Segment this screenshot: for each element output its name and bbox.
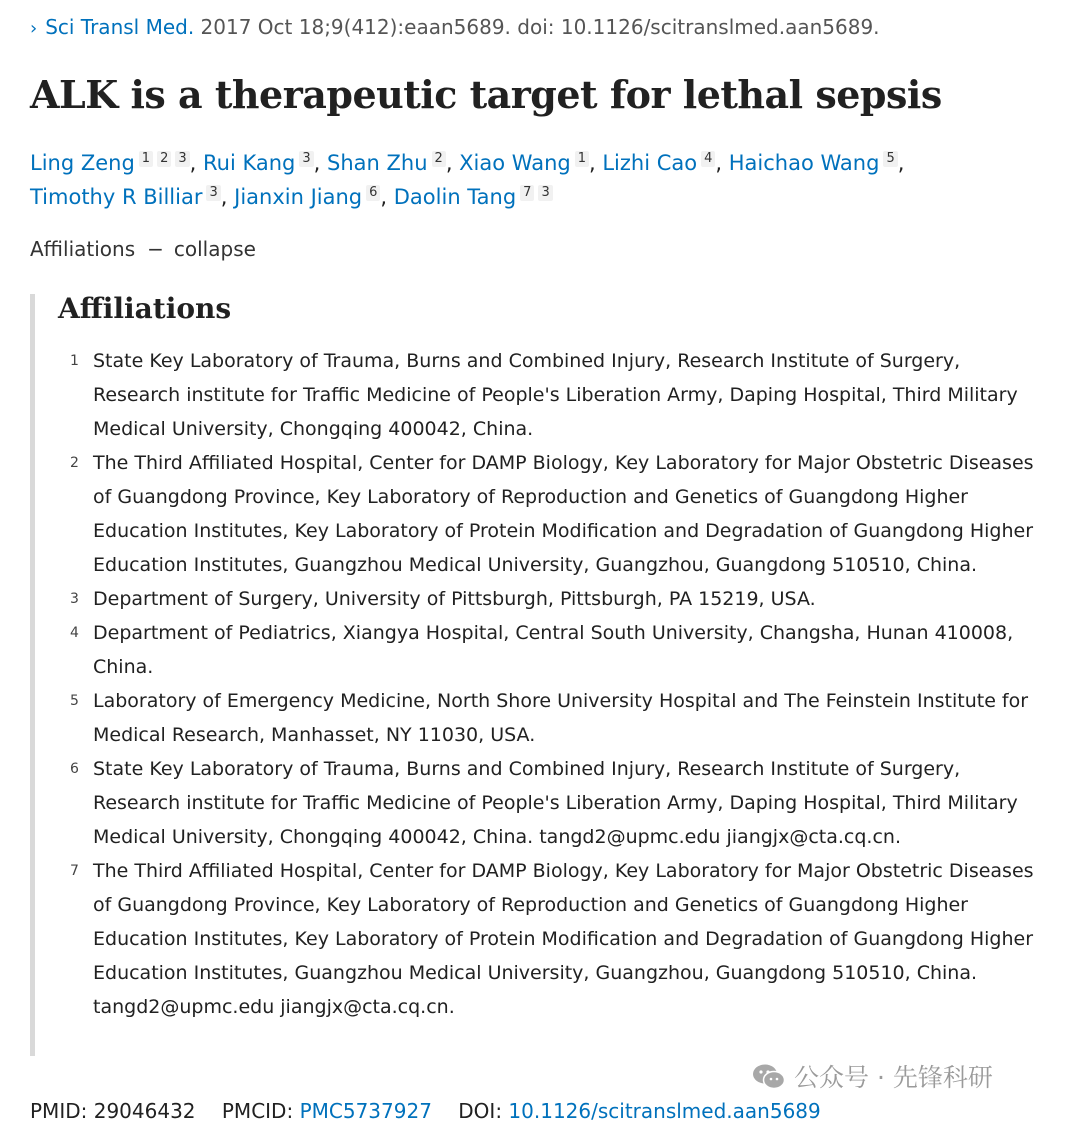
author-link[interactable]: Haichao Wang <box>728 151 880 175</box>
pmcid-label: PMCID: <box>221 1099 294 1123</box>
author-link[interactable]: Rui Kang <box>203 151 296 175</box>
affiliations-panel <box>30 294 1065 1056</box>
affiliations-list <box>65 344 1050 1024</box>
author-list: Ling Zeng 1 2 3 , Rui Kang 3 , Shan Zhu 2 , Xiao Wang 1 , Lizhi Cao 4 , Haichao Wang 5 , Timothy R Billiar 3 , Jianxin Jiang 6 , Daolin Tang 7 3 <box>30 151 905 209</box>
author-link[interactable]: Timothy R Billiar <box>30 185 203 209</box>
affiliation-ref-badge[interactable]: 2 <box>432 151 446 167</box>
affiliation-item <box>65 616 1050 684</box>
affiliation-item <box>65 582 1050 616</box>
affiliation-item <box>65 344 1050 446</box>
affiliation-ref-badge[interactable]: 3 <box>175 151 189 167</box>
affiliations-toggle-action: collapse <box>173 237 256 261</box>
affiliation-number: 4 <box>70 625 79 641</box>
affiliation-number: 7 <box>70 863 79 879</box>
chevron-right-icon[interactable]: › <box>30 18 38 39</box>
author-link[interactable]: Daolin Tang <box>393 185 517 209</box>
affiliation-item <box>65 446 1050 582</box>
affiliation-ref-badge[interactable]: 2 <box>157 151 171 167</box>
affiliation-ref-badge[interactable]: 7 <box>520 185 534 201</box>
affiliation-ref-badge[interactable]: 1 <box>575 151 589 167</box>
affiliation-text: The Third Affiliated Hospital, Center for DAMP Biology, Key Laboratory for Major Obstetric Diseases of Guangdong Province, Key Laboratory of Reproduction and Genetics of Guangdong Higher Education Institutes, Key Laboratory of Protein Modification and Degradation of Guangdong Higher Education Institutes, Guangzhou Medical University, Guangzhou, Guangdong 510510, China. <box>93 452 1034 576</box>
affiliations-toggle[interactable] <box>30 234 256 264</box>
affiliation-number: 6 <box>70 761 79 777</box>
pmcid-link[interactable]: PMC5737927 <box>299 1099 432 1123</box>
watermark <box>752 1060 993 1101</box>
doi-label: DOI: <box>458 1099 503 1123</box>
citation-line <box>30 12 880 44</box>
affiliation-item <box>65 752 1050 854</box>
affiliation-ref-badge[interactable]: 3 <box>206 185 220 201</box>
pmid-value: 29046432 <box>93 1099 196 1123</box>
doi-link[interactable]: 10.1126/scitranslmed.aan5689 <box>508 1099 821 1123</box>
affiliation-item <box>65 854 1050 1024</box>
affiliation-number: 1 <box>70 353 79 369</box>
affiliations-heading: Affiliations <box>58 292 232 325</box>
affiliations-toggle-label: Affiliations <box>30 237 136 261</box>
affiliation-ref-badge[interactable]: 5 <box>883 151 897 167</box>
affiliation-text: State Key Laboratory of Trauma, Burns and Combined Injury, Research Institute of Surgery, Research institute for Traffic Medicine of People's Liberation Army, Daping Hospital, Third Military Medical University, Chongqing 400042, China. tangd2@upmc.edu jiangjx@cta.cq.cn. <box>93 758 1018 848</box>
citation-details: 2017 Oct 18;9(412):eaan5689. doi: 10.1126/scitranslmed.aan5689. <box>200 15 880 39</box>
affiliation-ref-badge[interactable]: 3 <box>538 185 552 201</box>
affiliation-number: 3 <box>70 591 79 607</box>
affiliation-ref-badge[interactable]: 1 <box>139 151 153 167</box>
watermark-text: 公众号 · 先锋科研 <box>794 1063 993 1092</box>
pmid-label: PMID: <box>30 1099 88 1123</box>
affiliation-text: State Key Laboratory of Trauma, Burns and Combined Injury, Research Institute of Surgery, Research institute for Traffic Medicine of People's Liberation Army, Daping Hospital, Third Military Medical University, Chongqing 400042, China. <box>93 350 1018 440</box>
affiliation-ref-badge[interactable]: 4 <box>701 151 715 167</box>
affiliation-text: Laboratory of Emergency Medicine, North Shore University Hospital and The Feinstein Institute for Medical Research, Manhasset, NY 11030, USA. <box>93 690 1029 746</box>
author-link[interactable]: Ling Zeng <box>30 151 135 175</box>
affiliation-number: 2 <box>70 455 79 471</box>
affiliation-text: Department of Pediatrics, Xiangya Hospital, Central South University, Changsha, Hunan 410008, China. <box>93 622 1014 678</box>
affiliation-text: Department of Surgery, University of Pittsburgh, Pittsburgh, PA 15219, USA. <box>93 588 816 610</box>
author-link[interactable]: Shan Zhu <box>327 151 428 175</box>
affiliation-text: The Third Affiliated Hospital, Center for DAMP Biology, Key Laboratory for Major Obstetric Diseases of Guangdong Province, Key Laboratory of Reproduction and Genetics of Guangdong Higher Education Institutes, Key Laboratory of Protein Modification and Degradation of Guangdong Higher Education Institutes, Guangzhou Medical University, Guangzhou, Guangdong 510510, China. tangd2@upmc.edu jiangjx@cta.cq.cn. <box>93 860 1034 1018</box>
article-title: ALK is a therapeutic target for lethal sepsis <box>30 72 942 117</box>
author-link[interactable]: Jianxin Jiang <box>234 185 363 209</box>
affiliation-number: 5 <box>70 693 79 709</box>
affiliation-item <box>65 684 1050 752</box>
author-link[interactable]: Lizhi Cao <box>602 151 698 175</box>
affiliation-ref-badge[interactable]: 3 <box>299 151 313 167</box>
author-link[interactable]: Xiao Wang <box>459 151 571 175</box>
affiliation-ref-badge[interactable]: 6 <box>366 185 380 201</box>
journal-link[interactable]: Sci Transl Med. <box>45 15 195 39</box>
collapse-icon: − <box>147 237 164 261</box>
